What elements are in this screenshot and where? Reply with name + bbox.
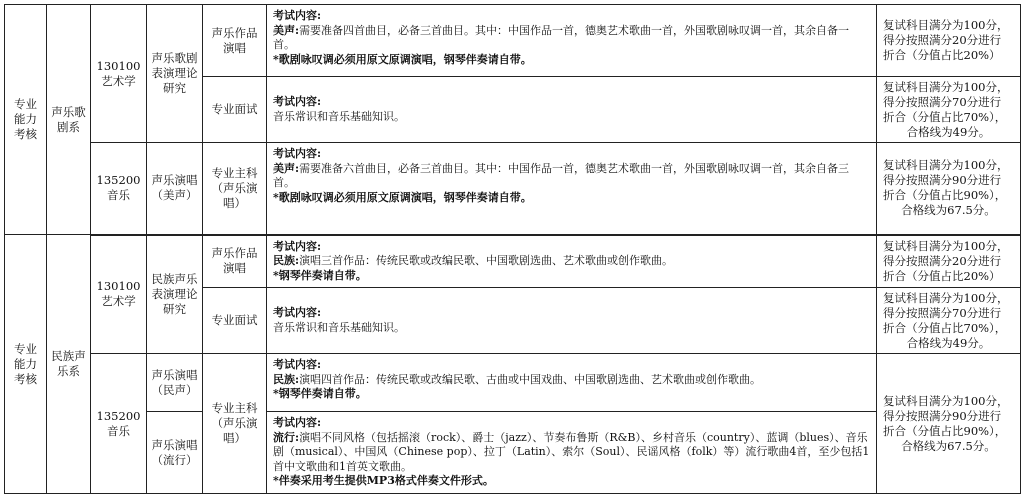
- department-label: 民族声乐系: [51, 349, 86, 378]
- exam-table: [4, 4, 1021, 494]
- subject-label: 声乐作品演唱: [211, 246, 258, 276]
- content-line: [273, 162, 870, 191]
- direction-cell: [147, 354, 203, 412]
- department-cell: [47, 5, 91, 235]
- direction-cell: [147, 235, 203, 354]
- content-cell: [267, 412, 877, 494]
- major-name: 音乐: [107, 188, 130, 203]
- direction-cell: [147, 412, 203, 494]
- subject-cell: [203, 354, 267, 494]
- score-line: 得分按照满分20分进行: [883, 253, 1002, 268]
- subject-cell: [203, 288, 267, 354]
- score-line: 复试科目满分为100分，: [883, 158, 1009, 173]
- content-line-label: 民族:: [273, 254, 300, 267]
- score-line: 合格线为67.5分。: [901, 203, 996, 218]
- score-cell: [877, 5, 1021, 77]
- content-note: *钢琴伴奏请自带。: [273, 268, 367, 282]
- content-line: [273, 24, 870, 53]
- score-line: 得分按照满分70分进行: [883, 94, 1002, 109]
- category-cell: [5, 235, 47, 494]
- score-line: 得分按照满分90分进行: [883, 173, 1002, 188]
- score-line: 折合（分值占比90%），: [883, 423, 1007, 438]
- score-line: 得分按照满分90分进行: [883, 408, 1002, 423]
- direction-label: 声乐歌剧表演理论研究: [151, 51, 198, 95]
- content-note: *伴奏采用考生提供MP3格式伴奏文件形式。: [273, 474, 494, 487]
- content-cell: [267, 77, 877, 143]
- content-title: 考试内容:: [273, 358, 322, 371]
- subject-cell: [203, 5, 267, 77]
- score-cell: [877, 288, 1021, 354]
- major-name: 艺术学: [101, 294, 136, 309]
- score-cell: [877, 354, 1021, 494]
- content-note: *歌剧咏叹调必须用原文原调演唱，钢琴伴奏请自带。: [273, 190, 532, 204]
- score-line: 得分按照满分20分进行: [883, 33, 1002, 47]
- content-title: 考试内容:: [273, 95, 322, 108]
- content-cell: [267, 5, 877, 77]
- content-line-text: 音乐常识和音乐基础知识。: [273, 320, 405, 334]
- content-line-label: 美声:: [273, 23, 300, 37]
- score-line: 复试科目满分为100分，: [883, 79, 1009, 94]
- direction-cell: [147, 5, 203, 143]
- content-line-text: 音乐常识和音乐基础知识。: [273, 109, 405, 123]
- subject-label: 专业主科（声乐演唱）: [211, 165, 258, 210]
- department-label: 声乐歌剧系: [51, 104, 86, 134]
- score-line: 折合（分值占比90%），: [883, 188, 1007, 203]
- category-cell: [5, 5, 47, 235]
- major-code-cell: [91, 5, 147, 143]
- score-line: 折合（分值占比20%）: [883, 48, 1001, 62]
- major-code-cell: [91, 354, 147, 494]
- subject-label: 专业面试: [211, 313, 258, 327]
- content-line-text: 演唱不同风格（包括摇滚（rock）、爵士（jazz）、节奏布鲁斯（R&B）、乡村音乐（country）、蓝调（blues）、音乐剧（musical）、中国风（Chinese pop）、拉丁（Latin）、索尔（Soul）、民谣风格（folk）等）流行歌曲4首，至少包括1首中文歌曲和1首英文歌曲。: [273, 430, 870, 473]
- content-line-text: 需要准备六首曲目，必备三首曲目。其中：中国作品一首，德奥艺术歌曲一首，外国歌剧咏叹调一首，其余自备三首。: [273, 161, 850, 189]
- major-code: 130100: [96, 58, 141, 73]
- content-line-text: 演唱四首作品：传统民歌或改编民歌、古曲或中国戏曲、中国歌剧选曲、艺术歌曲或创作歌曲。: [299, 372, 762, 386]
- department-cell: [47, 235, 91, 494]
- major-code: 135200: [96, 173, 141, 188]
- content-cell: [267, 235, 877, 288]
- major-code-cell: [91, 143, 147, 235]
- major-code: 130100: [96, 279, 141, 294]
- subject-cell: [203, 77, 267, 143]
- content-cell: [267, 354, 877, 412]
- content-line-text: 需要准备四首曲目，必备三首曲目。其中：中国作品一首，德奥艺术歌曲一首，外国歌剧咏叹调一首，其余自备一首。: [273, 23, 850, 51]
- score-line: 合格线为49分。: [906, 124, 991, 139]
- subject-cell: [203, 235, 267, 288]
- content-line: [273, 431, 870, 475]
- major-name: 艺术学: [101, 73, 136, 88]
- score-line: 折合（分值占比20%）: [883, 268, 1001, 283]
- major-name: 音乐: [107, 423, 130, 438]
- content-title: 考试内容:: [273, 416, 322, 429]
- score-line: 复试科目满分为100分，: [883, 238, 1009, 253]
- content-note: *钢琴伴奏请自带。: [273, 387, 367, 400]
- score-line: 折合（分值占比70%），: [883, 320, 1007, 335]
- content-title: 考试内容:: [273, 147, 322, 160]
- direction-cell: [147, 143, 203, 235]
- score-line: 折合（分值占比70%），: [883, 109, 1007, 124]
- score-line: 合格线为49分。: [906, 335, 991, 350]
- major-code: 135200: [96, 408, 141, 423]
- score-line: 合格线为67.5分。: [901, 438, 996, 453]
- score-cell: [877, 143, 1021, 235]
- content-title: 考试内容:: [273, 239, 322, 253]
- direction-label: 声乐演唱（流行）: [151, 437, 198, 467]
- content-line: [273, 373, 870, 388]
- score-cell: [877, 235, 1021, 288]
- major-code-cell: [91, 235, 147, 354]
- direction-label: 声乐演唱（民声）: [151, 367, 198, 397]
- subject-label: 专业面试: [211, 102, 258, 116]
- content-note: *歌剧咏叹调必须用原文原调演唱，钢琴伴奏请自带。: [273, 52, 532, 66]
- content-title: 考试内容:: [273, 9, 322, 22]
- score-line: 复试科目满分为100分，: [883, 290, 1009, 305]
- content-title: 考试内容:: [273, 306, 322, 319]
- content-cell: [267, 288, 877, 354]
- category-label: 专业能力考核: [14, 341, 37, 386]
- score-line: 复试科目满分为100分，: [883, 393, 1009, 408]
- content-cell: [267, 143, 877, 235]
- direction-label: 声乐演唱（美声）: [151, 173, 198, 203]
- content-line-label: 美声:: [273, 161, 300, 175]
- subject-label: 声乐作品演唱: [211, 25, 258, 55]
- score-line: 复试科目满分为100分，: [883, 18, 1009, 32]
- direction-label: 民族声乐表演理论研究: [151, 271, 198, 316]
- content-line: [273, 254, 870, 269]
- subject-cell: [203, 143, 267, 235]
- score-line: 得分按照满分70分进行: [883, 305, 1002, 320]
- category-label: 专业能力考核: [14, 97, 37, 141]
- subject-label: 专业主科（声乐演唱）: [211, 401, 258, 445]
- score-cell: [877, 77, 1021, 143]
- content-line-label: 民族:: [273, 372, 300, 386]
- content-line-text: 演唱三首作品：传统民歌或改编民歌、中国歌剧选曲、艺术歌曲或创作歌曲。: [299, 254, 674, 267]
- content-line-label: 流行:: [273, 430, 300, 444]
